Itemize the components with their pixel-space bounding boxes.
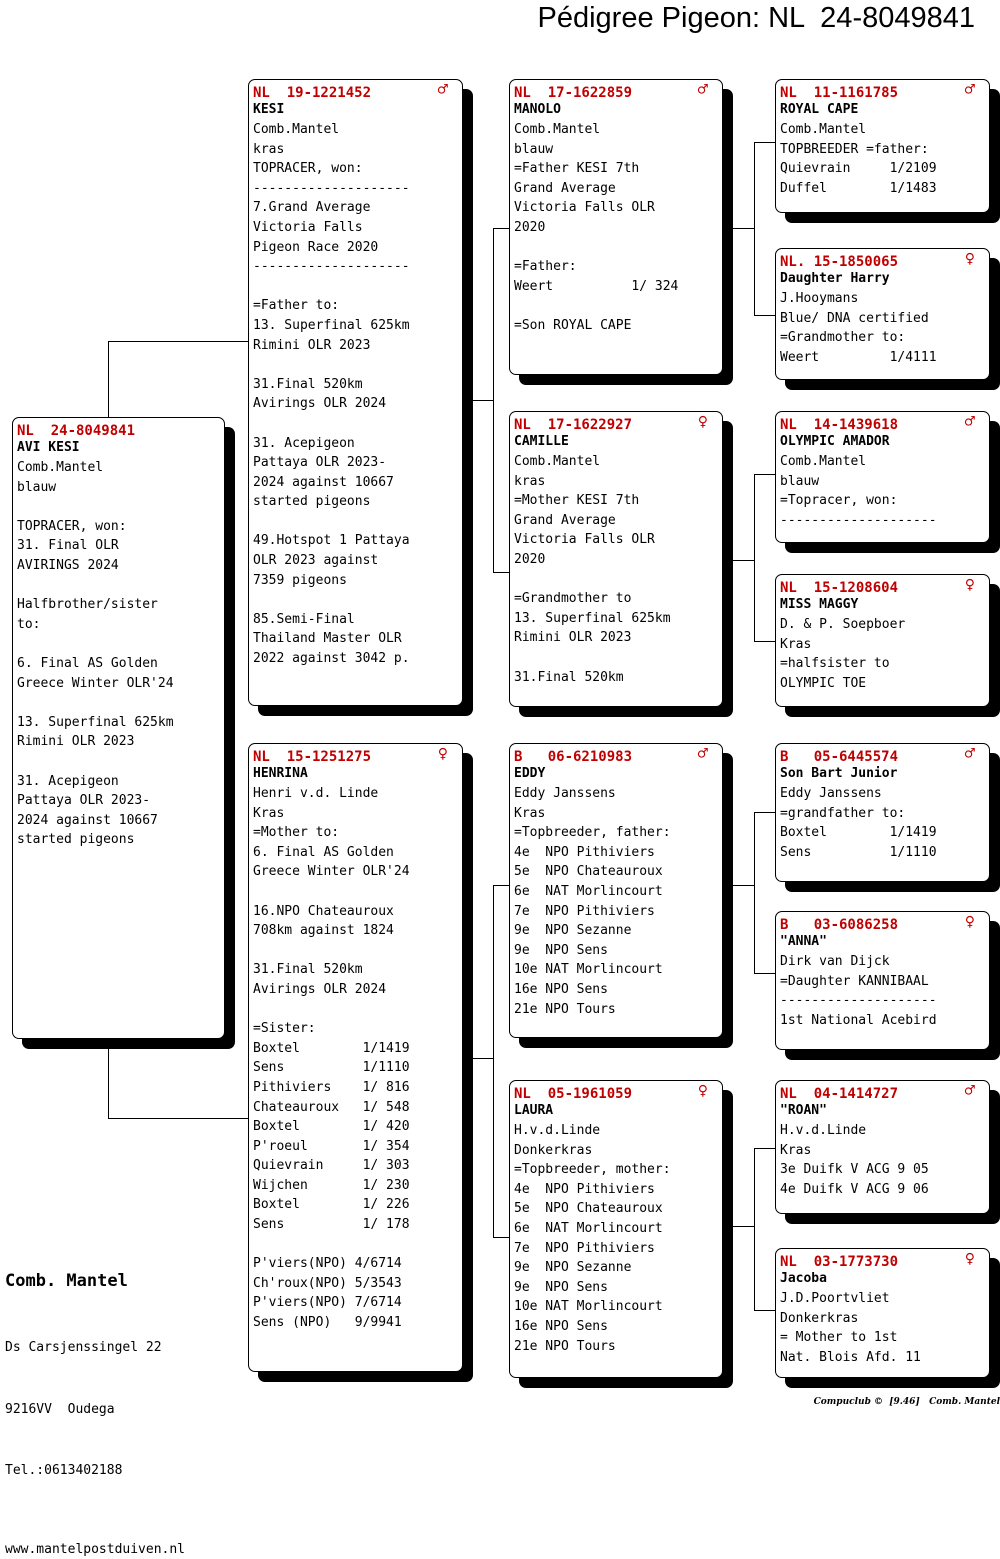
card-header <box>510 1081 722 1101</box>
detail-line: =Topracer, won: <box>780 493 898 509</box>
card-header <box>776 1249 989 1269</box>
detail-line: Dirk van Dijck <box>780 954 890 969</box>
pigeon-name: "ROAN" <box>780 1103 827 1118</box>
detail-line: Comb.Mantel <box>253 122 340 137</box>
detail-line: 4e Duifk V ACG 9 06 <box>780 1181 929 1197</box>
detail-line <box>17 576 224 596</box>
detail-line: 6. Final AS Golden <box>17 655 158 671</box>
detail-line <box>514 238 722 258</box>
detail-line: Wijchen 1/ 230 <box>253 1177 410 1193</box>
phone-line: Tel.:0613402188 <box>5 1463 123 1478</box>
card-header <box>776 412 989 432</box>
detail-line: 9e NPO Sens <box>514 1279 608 1295</box>
sex-icon: ♀ <box>964 249 975 269</box>
detail-line: 13. Superfinal 625km <box>17 714 174 730</box>
pigeon-name: EDDY <box>514 766 546 781</box>
ring-number: NL 03-1773730 <box>780 1254 899 1270</box>
detail-line: Boxtel 1/1419 <box>780 825 937 841</box>
pigeon-details <box>249 120 462 669</box>
card-header <box>510 412 722 432</box>
connector-line <box>733 228 755 229</box>
detail-line: 7e NPO Pithiviers <box>514 1240 655 1256</box>
pigeon-card-father[interactable] <box>248 79 463 706</box>
ring-number: NL 19-1221452 <box>253 85 372 101</box>
pigeon-details <box>776 289 989 367</box>
detail-line: 31.Final 520km <box>253 376 363 392</box>
owner-address <box>5 1297 185 1523</box>
detail-line: Weert 1/ 324 <box>514 278 679 294</box>
detail-line: -------------------- <box>780 512 937 528</box>
detail-line: blauw <box>514 141 554 157</box>
detail-line: Rimini OLR 2023 <box>514 630 632 646</box>
detail-line <box>253 355 462 375</box>
detail-line: kras <box>514 473 546 489</box>
detail-line: D. & P. Soepboer <box>780 617 906 632</box>
pigeon-name: "ANNA" <box>780 934 827 949</box>
address-line: 9216VV Oudega <box>5 1401 115 1417</box>
detail-line: 1st National Acebird <box>780 1012 937 1028</box>
pigeon-details <box>13 458 224 850</box>
ring-number: NL 14-1439618 <box>780 417 899 433</box>
detail-line: H.v.d.Linde <box>780 1123 867 1138</box>
detail-line: Kras <box>780 636 812 652</box>
detail-line: Avirings OLR 2024 <box>253 396 387 412</box>
pigeon-details <box>776 615 989 693</box>
card-header <box>249 80 462 100</box>
detail-line: =Grandmother to: <box>780 330 906 346</box>
pigeon-name: OLYMPIC AMADOR <box>780 434 890 449</box>
detail-line: Nat. Blois Afd. 11 <box>780 1349 921 1365</box>
pigeon-name: MANOLO <box>514 102 561 117</box>
detail-line: 4e NPO Pithiviers <box>514 844 655 860</box>
connector-line <box>754 474 755 642</box>
detail-line: 9e NPO Sezanne <box>514 1260 632 1276</box>
detail-line: =grandfather to: <box>780 805 906 821</box>
detail-line: =Mother to: <box>253 825 340 841</box>
detail-line <box>253 414 462 434</box>
detail-line: =Sister: <box>253 1021 316 1037</box>
detail-line: =Father to: <box>253 298 340 314</box>
detail-line: 31. Acepigeon <box>253 435 355 451</box>
sex-icon: ♂ <box>964 80 975 100</box>
detail-line: Kras <box>780 1142 812 1158</box>
detail-line: Duffel 1/1483 <box>780 180 937 196</box>
detail-line: Sens 1/ 178 <box>253 1217 410 1233</box>
ring-number: NL 04-1414727 <box>780 1086 899 1102</box>
detail-line: Ch'roux(NPO) 5/3543 <box>253 1275 402 1291</box>
detail-line: =Father KESI 7th <box>514 161 640 177</box>
ring-number: NL 15-1251275 <box>253 749 372 765</box>
detail-line: = Mother to 1st <box>780 1330 898 1346</box>
detail-line: Avirings OLR 2024 <box>253 981 387 997</box>
detail-line: 10e NAT Morlincourt <box>514 962 663 978</box>
detail-line: P'viers(NPO) 7/6714 <box>253 1295 402 1311</box>
connector-line <box>754 812 755 974</box>
pigeon-card-mm[interactable] <box>509 1080 723 1378</box>
detail-line: =Daughter KANNIBAAL <box>780 973 929 989</box>
detail-line <box>253 590 462 610</box>
detail-line: 6. Final AS Golden <box>253 844 394 860</box>
detail-line <box>253 277 462 297</box>
connector-line <box>733 560 755 561</box>
detail-line: Rimini OLR 2023 <box>17 734 135 750</box>
detail-line: 16e NPO Sens <box>514 981 608 997</box>
detail-line: kras <box>253 141 285 157</box>
pigeon-details <box>776 1289 989 1367</box>
detail-line: 6e NAT Morlincourt <box>514 1220 663 1236</box>
pigeon-details <box>249 784 462 1333</box>
pigeon-name: Daughter Harry <box>780 271 890 286</box>
sex-icon: ♀ <box>964 1249 975 1269</box>
detail-line: Donkerkras <box>780 1310 859 1326</box>
detail-line: Comb.Mantel <box>780 454 867 469</box>
connector-line <box>472 400 494 401</box>
detail-line: TOPRACER, won: <box>17 518 127 534</box>
ring-number: NL 17-1622859 <box>514 85 633 101</box>
pigeon-card-mmf[interactable] <box>775 1080 990 1214</box>
connector-line <box>108 1048 109 1118</box>
detail-line: 31.Final 520km <box>514 669 624 685</box>
card-header <box>510 80 722 100</box>
connector-line <box>493 228 510 229</box>
pigeon-card-mmm[interactable] <box>775 1248 990 1378</box>
pigeon-card-subject[interactable] <box>12 417 225 1039</box>
card-header <box>510 744 722 764</box>
detail-line: Comb.Mantel <box>780 122 867 137</box>
connector-line <box>754 1310 775 1311</box>
detail-line <box>253 1000 462 1020</box>
detail-line: J.D.Poortvliet <box>780 1291 890 1306</box>
detail-line <box>253 512 462 532</box>
detail-line: Donkerkras <box>514 1142 593 1158</box>
detail-line: blauw <box>780 473 820 489</box>
detail-line: Pigeon Race 2020 <box>253 239 379 255</box>
pigeon-details <box>510 120 722 336</box>
detail-line: 2022 against 3042 p. <box>253 651 410 667</box>
detail-line: 49.Hotspot 1 Pattaya <box>253 533 410 549</box>
sex-icon: ♀ <box>437 744 448 764</box>
detail-line: P'roeul 1/ 354 <box>253 1138 410 1154</box>
detail-line: Blue/ DNA certified <box>780 310 929 326</box>
detail-line: 21e NPO Tours <box>514 1338 616 1354</box>
detail-line: Boxtel 1/ 226 <box>253 1197 410 1213</box>
detail-line: Greece Winter OLR'24 <box>253 864 410 880</box>
detail-line: Comb.Mantel <box>17 460 104 475</box>
detail-line: Halfbrother/sister <box>17 597 158 613</box>
detail-line: 85.Semi-Final <box>253 611 355 627</box>
detail-line: 13. Superfinal 625km <box>514 610 671 626</box>
detail-line <box>17 497 224 517</box>
pigeon-card-fmf[interactable] <box>775 411 990 543</box>
sex-icon: ♂ <box>697 80 708 100</box>
ring-number: NL 17-1622927 <box>514 417 633 433</box>
detail-line: Boxtel 1/1419 <box>253 1040 410 1056</box>
pigeon-name: MISS MAGGY <box>780 597 859 612</box>
detail-line: Victoria Falls <box>253 219 363 235</box>
ring-number: B 05-6445574 <box>780 749 899 765</box>
detail-line: =Topbreeder, father: <box>514 825 671 841</box>
card-header <box>776 912 989 932</box>
detail-line <box>253 882 462 902</box>
pigeon-details <box>510 784 722 1019</box>
pigeon-name: HENRINA <box>253 766 308 781</box>
connector-line <box>754 142 755 316</box>
connector-line <box>108 341 249 342</box>
detail-line: H.v.d.Linde <box>514 1123 601 1138</box>
detail-line: 5e NPO Chateauroux <box>514 864 663 880</box>
detail-line: blauw <box>17 479 57 495</box>
pigeon-details <box>510 452 722 687</box>
website-link[interactable]: www.mantelpostduiven.nl <box>5 1541 186 1557</box>
ring-number: NL 11-1161785 <box>780 85 899 101</box>
detail-line: Victoria Falls OLR <box>514 200 655 216</box>
pigeon-card-ff[interactable] <box>509 79 723 375</box>
detail-line: Pattaya OLR 2023- <box>17 793 151 809</box>
card-header <box>776 249 989 269</box>
detail-line: J.Hooymans <box>780 291 859 306</box>
detail-line: Kras <box>514 805 546 821</box>
sex-icon: ♀ <box>697 412 708 432</box>
detail-line: 16e NPO Sens <box>514 1318 608 1334</box>
detail-line: Quievrain 1/ 303 <box>253 1158 410 1174</box>
ring-number: B 06-6210983 <box>514 749 633 765</box>
detail-line: Weert 1/4111 <box>780 349 937 365</box>
pigeon-card-fff[interactable] <box>775 79 990 213</box>
ring-number: NL 05-1961059 <box>514 1086 633 1102</box>
connector-line <box>733 885 755 886</box>
detail-line <box>514 296 722 316</box>
connector-line <box>108 1118 249 1119</box>
detail-line: -------------------- <box>253 259 410 275</box>
detail-line: 7e NPO Pithiviers <box>514 903 655 919</box>
sex-icon: ♂ <box>964 412 975 432</box>
detail-line: -------------------- <box>780 993 937 1009</box>
detail-line: 2024 against 10667 <box>17 812 158 828</box>
sex-icon: ♀ <box>964 912 975 932</box>
detail-line: Sens (NPO) 9/9941 <box>253 1315 402 1331</box>
detail-line: Pattaya OLR 2023- <box>253 455 387 471</box>
sex-icon: ♂ <box>437 80 448 100</box>
pigeon-card-ffm[interactable] <box>775 248 990 380</box>
detail-line: OLR 2023 against <box>253 553 379 569</box>
detail-line: 708km against 1824 <box>253 923 394 939</box>
connector-line <box>754 1148 755 1311</box>
detail-line: started pigeons <box>17 832 135 848</box>
detail-line: 9e NPO Sezanne <box>514 923 632 939</box>
detail-line: TOPRACER, won: <box>253 161 363 177</box>
detail-line: P'viers(NPO) 4/6714 <box>253 1256 402 1272</box>
detail-line: Sens 1/1110 <box>780 844 937 860</box>
footer-credit: Compuclub © [9.46] Comb. Mantel <box>813 1397 1000 1407</box>
ring-number: NL 15-1208604 <box>780 580 899 596</box>
detail-line: 31. Acepigeon <box>17 773 119 789</box>
sex-icon: ♀ <box>697 1081 708 1101</box>
pigeon-details <box>776 952 989 1030</box>
pigeon-card-mf[interactable] <box>509 743 723 1038</box>
detail-line <box>253 1235 462 1255</box>
detail-line: Greece Winter OLR'24 <box>17 675 174 691</box>
detail-line: =Grandmother to <box>514 591 632 607</box>
detail-line: Eddy Janssens <box>514 786 616 801</box>
connector-line <box>754 812 775 813</box>
connector-line <box>108 341 109 417</box>
detail-line: 13. Superfinal 625km <box>253 317 410 333</box>
owner-name: Comb. Mantel <box>5 1271 128 1291</box>
pigeon-details <box>776 784 989 862</box>
page-title: Pédigree Pigeon: NL 24-8049841 <box>537 2 975 34</box>
connector-line <box>754 142 775 143</box>
detail-line: started pigeons <box>253 494 371 510</box>
sex-icon: ♂ <box>697 744 708 764</box>
pigeon-card-mff[interactable] <box>775 743 990 882</box>
connector-line <box>493 885 510 886</box>
pigeon-card-fmm[interactable] <box>775 574 990 707</box>
ring-number: NL 24-8049841 <box>17 423 136 439</box>
address-line: Ds Carsjenssingel 22 <box>5 1340 162 1355</box>
pigeon-name: Son Bart Junior <box>780 766 898 781</box>
card-header <box>776 1081 989 1101</box>
detail-line: 4e NPO Pithiviers <box>514 1181 655 1197</box>
connector-line <box>493 1237 510 1238</box>
sex-icon: ♂ <box>964 744 975 764</box>
detail-line: -------------------- <box>253 180 410 196</box>
pigeon-card-mother[interactable] <box>248 743 463 1372</box>
connector-line <box>733 1226 755 1227</box>
detail-line: 31. Final OLR <box>17 538 119 554</box>
connector-line <box>754 973 775 974</box>
detail-line <box>514 648 722 668</box>
pigeon-name: Jacoba <box>780 1271 827 1286</box>
detail-line: Henri v.d. Linde <box>253 786 379 801</box>
detail-line: Victoria Falls OLR <box>514 532 655 548</box>
detail-line: =Father: <box>514 259 577 275</box>
detail-line <box>17 634 224 654</box>
detail-line: to: <box>17 616 41 632</box>
detail-line: Sens 1/1110 <box>253 1060 410 1076</box>
pigeon-card-fm[interactable] <box>509 411 723 707</box>
connector-line <box>493 885 494 1238</box>
connector-line <box>493 228 494 573</box>
connector-line <box>754 641 775 642</box>
detail-line: 10e NAT Morlincourt <box>514 1299 663 1315</box>
detail-line: 21e NPO Tours <box>514 1001 616 1017</box>
detail-line: Quievrain 1/2109 <box>780 161 937 177</box>
connector-line <box>754 315 775 316</box>
card-header <box>776 80 989 100</box>
detail-line: 2020 <box>514 219 546 235</box>
detail-line: OLYMPIC TOE <box>780 675 867 691</box>
connector-line <box>754 474 775 475</box>
detail-line: Comb.Mantel <box>514 122 601 137</box>
detail-line: 7.Grand Average <box>253 200 371 216</box>
detail-line: Grand Average <box>514 512 616 528</box>
detail-line: 3e Duifk V ACG 9 05 <box>780 1162 929 1178</box>
pigeon-name: LAURA <box>514 1103 554 1118</box>
ring-number: B 03-6086258 <box>780 917 899 933</box>
detail-line: 31.Final 520km <box>253 962 363 978</box>
detail-line: AVIRINGS 2024 <box>17 557 119 573</box>
detail-line: =halfsister to <box>780 656 890 672</box>
connector-line <box>472 1058 494 1059</box>
detail-line <box>514 570 722 590</box>
detail-line: Kras <box>253 805 285 821</box>
pigeon-details <box>776 120 989 198</box>
detail-line: 9e NPO Sens <box>514 942 608 958</box>
connector-line <box>754 1148 775 1149</box>
connector-line <box>493 572 510 573</box>
detail-line: =Son ROYAL CAPE <box>514 317 632 333</box>
detail-line: =Mother KESI 7th <box>514 493 640 509</box>
pigeon-details <box>510 1121 722 1356</box>
detail-line: 2020 <box>514 551 546 567</box>
card-header <box>249 744 462 764</box>
pigeon-card-mfm[interactable] <box>775 911 990 1050</box>
detail-line: TOPBREEDER =father: <box>780 141 929 157</box>
pigeon-details <box>776 452 989 530</box>
pigeon-name: KESI <box>253 102 285 117</box>
detail-line: Grand Average <box>514 180 616 196</box>
card-header <box>13 418 224 438</box>
pigeon-name: AVI KESI <box>17 440 80 455</box>
detail-line: Chateauroux 1/ 548 <box>253 1099 410 1115</box>
detail-line: 6e NAT Morlincourt <box>514 883 663 899</box>
detail-line: Eddy Janssens <box>780 786 882 801</box>
detail-line <box>17 693 224 713</box>
detail-line: 7359 pigeons <box>253 572 347 588</box>
detail-line: 16.NPO Chateauroux <box>253 903 394 919</box>
card-header <box>776 744 989 764</box>
ring-number: NL. 15-1850065 <box>780 254 899 270</box>
detail-line: 5e NPO Chateauroux <box>514 1201 663 1217</box>
sex-icon: ♀ <box>964 575 975 595</box>
detail-line: Thailand Master OLR <box>253 631 402 647</box>
sex-icon: ♂ <box>964 1081 975 1101</box>
detail-line: Boxtel 1/ 420 <box>253 1119 410 1135</box>
owner-info <box>5 1270 185 1559</box>
detail-line <box>253 941 462 961</box>
detail-line: Pithiviers 1/ 816 <box>253 1079 410 1095</box>
card-header <box>776 575 989 595</box>
pigeon-name: CAMILLE <box>514 434 569 449</box>
detail-line: Rimini OLR 2023 <box>253 337 371 353</box>
detail-line: 2024 against 10667 <box>253 474 394 490</box>
detail-line <box>17 752 224 772</box>
pigeon-name: ROYAL CAPE <box>780 102 859 117</box>
detail-line: Comb.Mantel <box>514 454 601 469</box>
pigeon-details <box>776 1121 989 1199</box>
detail-line: =Topbreeder, mother: <box>514 1162 671 1178</box>
